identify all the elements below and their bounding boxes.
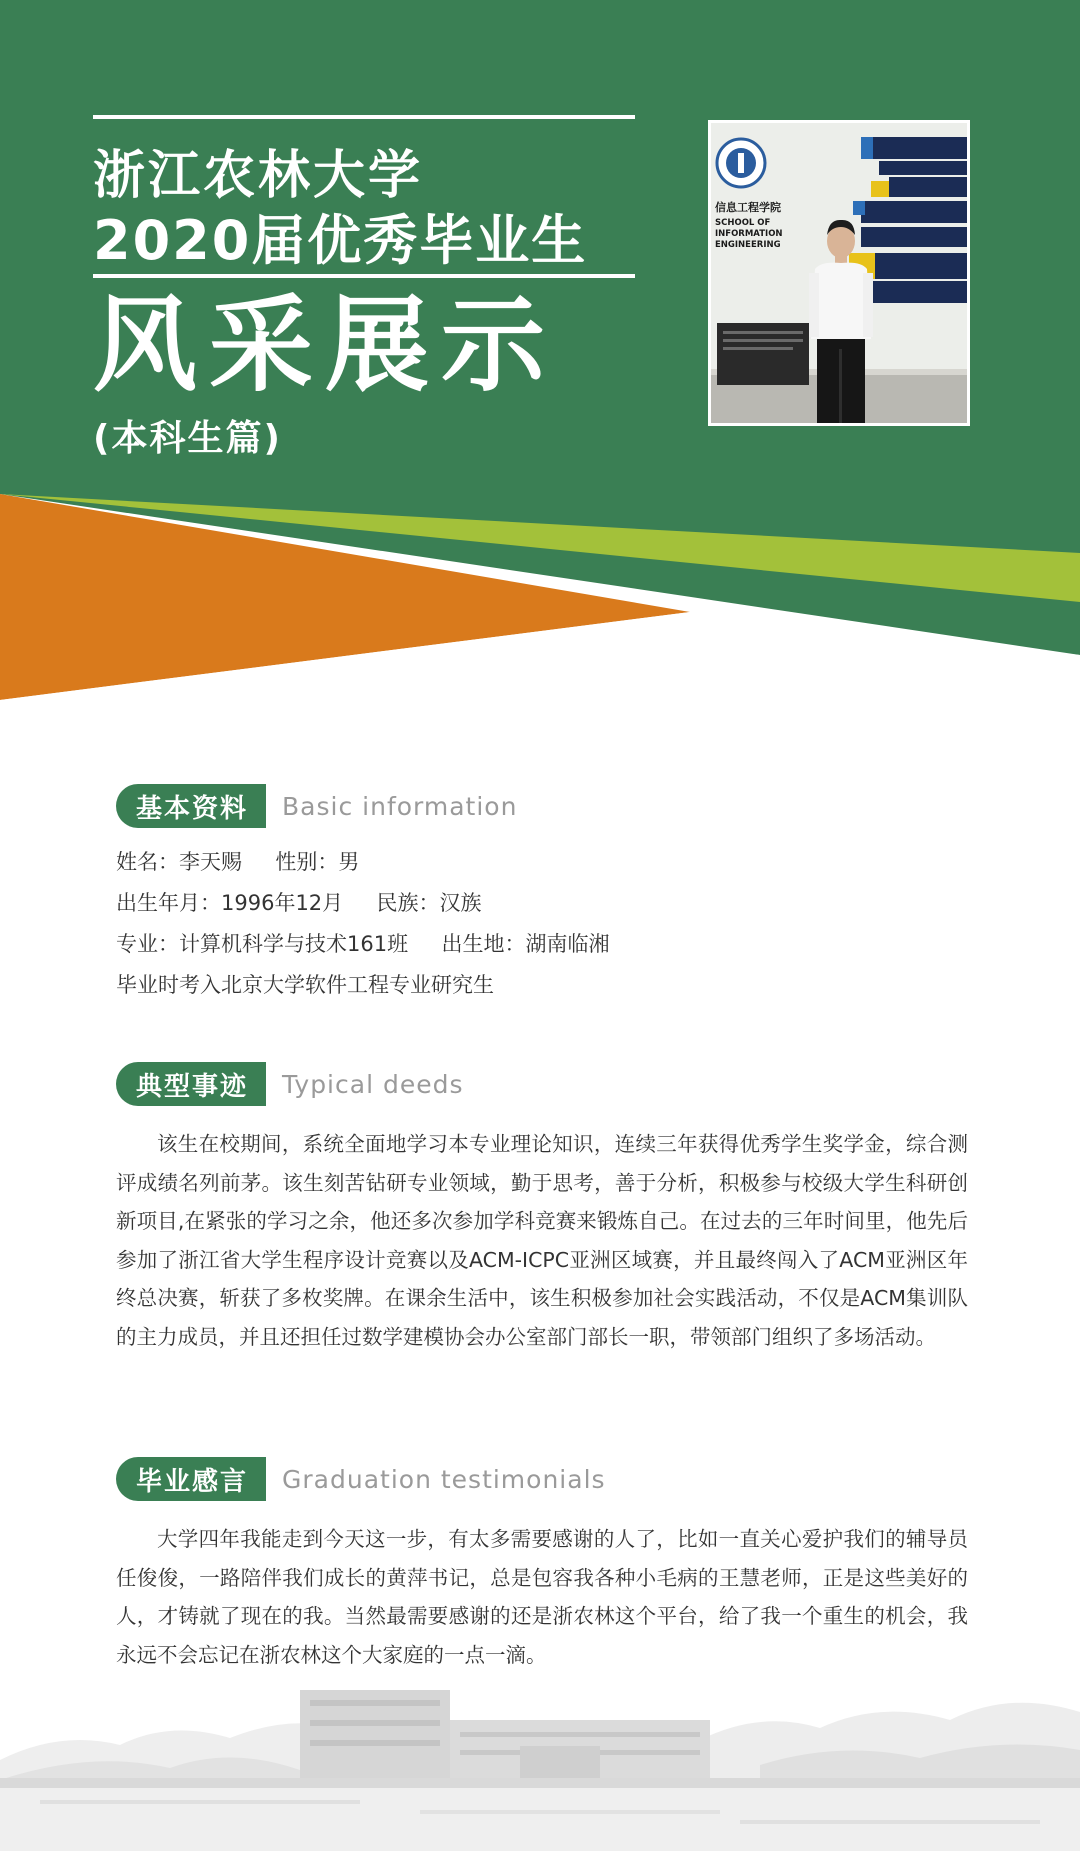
sign-cn: 信息工程学院 bbox=[715, 201, 781, 214]
svg-text:INFORMATION: INFORMATION bbox=[715, 229, 783, 239]
portrait-scene bbox=[711, 123, 970, 426]
deeds-title-en: Typical deeds bbox=[282, 1069, 464, 1099]
basic-info-heading bbox=[116, 784, 517, 828]
portrait-photo bbox=[708, 120, 970, 426]
svg-text:SCHOOL OF: SCHOOL OF bbox=[715, 218, 771, 228]
deeds-title-cn: 典型事迹 bbox=[116, 1062, 266, 1106]
title-rule-top bbox=[93, 115, 635, 119]
info-name-gender: 姓名：李天赐 性别：男 bbox=[116, 850, 360, 874]
deeds-heading bbox=[116, 1062, 464, 1106]
svg-text:ENGINEERING: ENGINEERING bbox=[715, 240, 781, 250]
title-class-of-2020: 2020届优秀毕业生 bbox=[93, 209, 588, 272]
campus-landscape bbox=[0, 1650, 1080, 1851]
title-rule-middle bbox=[93, 274, 635, 278]
basic-info-title-cn: 基本资料 bbox=[116, 784, 266, 828]
deeds-paragraph: 该生在校期间，系统全面地学习本专业理论知识，连续三年获得优秀学生奖学金，综合测评成绩名列前茅。该生刻苦钻研专业领域，勤于思考，善于分析，积极参与校级大学生科研创新项目,在紧张的学习之余，他还多次参加学科竞赛来锻炼自己。在过去的三年时间里，他先后参加了浙江省大学生程序设计竞赛以及ACM-ICPC亚洲区域赛，并且最终闯入了ACM亚洲区年终总决赛，斩获了多枚奖牌。在课余生活中，该生积极参加社会实践活动，不仅是ACM集训队的主力成员，并且还担任过数学建模协会办公室部门部长一职，带领部门组织了多场活动。 bbox=[116, 1132, 968, 1349]
testimonial-title-en: Graduation testimonials bbox=[282, 1464, 606, 1494]
info-graduate-school: 毕业时考入北京大学软件工程专业研究生 bbox=[116, 973, 494, 997]
testimonial-paragraph: 大学四年我能走到今天这一步，有太多需要感谢的人了，比如一直关心爱护我们的辅导员任俊俊，一路陪伴我们成长的黄萍书记，总是包容我各种小毛病的王慧老师，正是这些美好的人，才铸就了现在的我。当然最需要感谢的还是浙农林这个平台，给了我一个重生的机会，我永远不会忘记在浙农林这个大家庭的一点一滴。 bbox=[116, 1527, 968, 1667]
testimonial-title-cn: 毕业感言 bbox=[116, 1457, 266, 1501]
testimonial-heading bbox=[116, 1457, 606, 1501]
info-birth-ethnicity: 出生年月：1996年12月 民族：汉族 bbox=[116, 891, 482, 915]
info-major-birthplace: 专业：计算机科学与技术161班 出生地：湖南临湘 bbox=[116, 932, 610, 956]
title-showcase: 风采展示 bbox=[93, 284, 558, 406]
title-university: 浙江农林大学 bbox=[93, 146, 424, 206]
basic-info-title-en: Basic information bbox=[282, 791, 518, 821]
title-subtitle: (本科生篇) bbox=[93, 418, 282, 459]
